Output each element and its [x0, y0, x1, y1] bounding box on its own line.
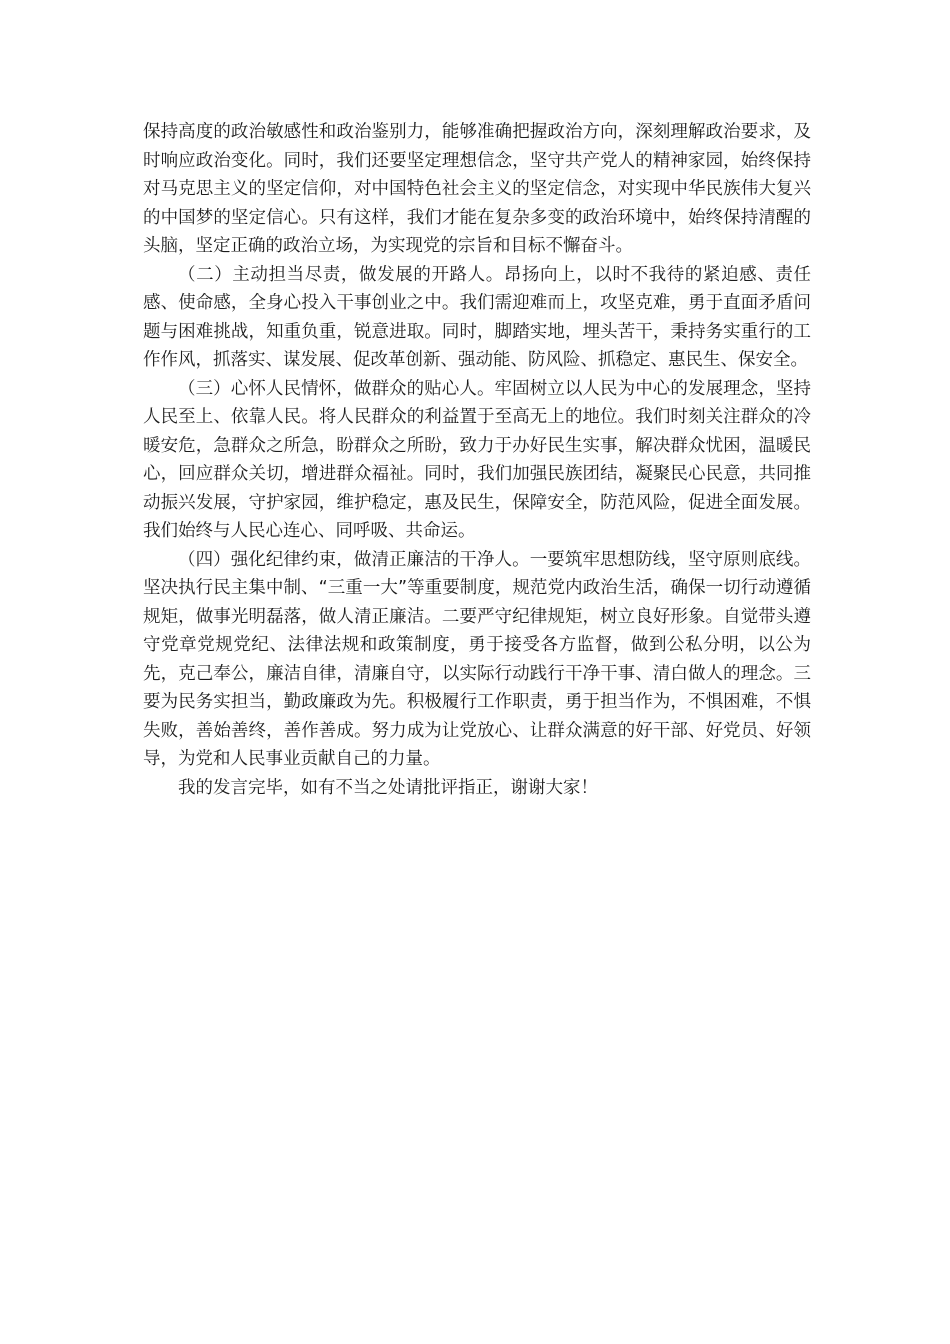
paragraph-continuation: 保持高度的政治敏感性和政治鉴别力，能够准确把握政治方向，深刻理解政治要求，及时响应政治变化。同时，我们还要坚定理想信念，坚守共产党人的精神家园，始终保持对马克思主义的坚定信仰，对中国特色社会主义的坚定信念，对实现中华民族伟大复兴的中国梦的坚定信心。只有这样，我们才能在复杂多变的政治环境中，始终保持清醒的头脑，坚定正确的政治立场，为实现党的宗旨和目标不懈奋斗。 [143, 122, 811, 256]
paragraph-section-two: （二）主动担当尽责，做发展的开路人。昂扬向上，以时不我待的紧迫感、责任感、使命感，全身心投入干事创业之中。我们需迎难而上，攻坚克难，勇于直面矛盾问题与困难挑战，知重负重，锐意进取。同时，脚踏实地，埋头苦干，秉持务实重行的工作作风，抓落实、谋发展、促改革创新、强动能、防风险、抓稳定、惠民生、保安全。 [143, 264, 811, 370]
paragraph-closing: 我的发言完毕，如有不当之处请批评指正，谢谢大家！ [178, 777, 598, 798]
document-body [143, 118, 811, 802]
paragraph-section-three: （三）心怀人民情怀，做群众的贴心人。牢固树立以人民为中心的发展理念，坚持人民至上、依靠人民。将人民群众的利益置于至高无上的地位。我们时刻关注群众的冷暖安危，急群众之所急，盼群众之所盼，致力于办好民生实事，解决群众忧困，温暖民心，回应群众关切，增进群众福祉。同时，我们加强民族团结，凝聚民心民意，共同推动振兴发展，守护家园，维护稳定，惠及民生，保障安全，防范风险，促进全面发展。我们始终与人民心连心、同呼吸、共命运。 [143, 378, 811, 541]
paragraph-section-four: （四）强化纪律约束，做清正廉洁的干净人。一要筑牢思想防线，坚守原则底线。坚决执行民主集中制、“三重一大”等重要制度，规范党内政治生活，确保一切行动遵循规矩，做事光明磊落，做人清正廉洁。二要严守纪律规矩，树立良好形象。自觉带头遵守党章党规党纪、法律法规和政策制度，勇于接受各方监督，做到公私分明，以公为先，克己奉公，廉洁自律，清廉自守，以实际行动践行干净干事、清白做人的理念。三要为民务实担当，勤政廉政为先。积极履行工作职责，勇于担当作为，不惧困难，不惧失败，善始善终，善作善成。努力成为让党放心、让群众满意的好干部、好党员、好领导，为党和人民事业贡献自己的力量。 [143, 549, 811, 769]
